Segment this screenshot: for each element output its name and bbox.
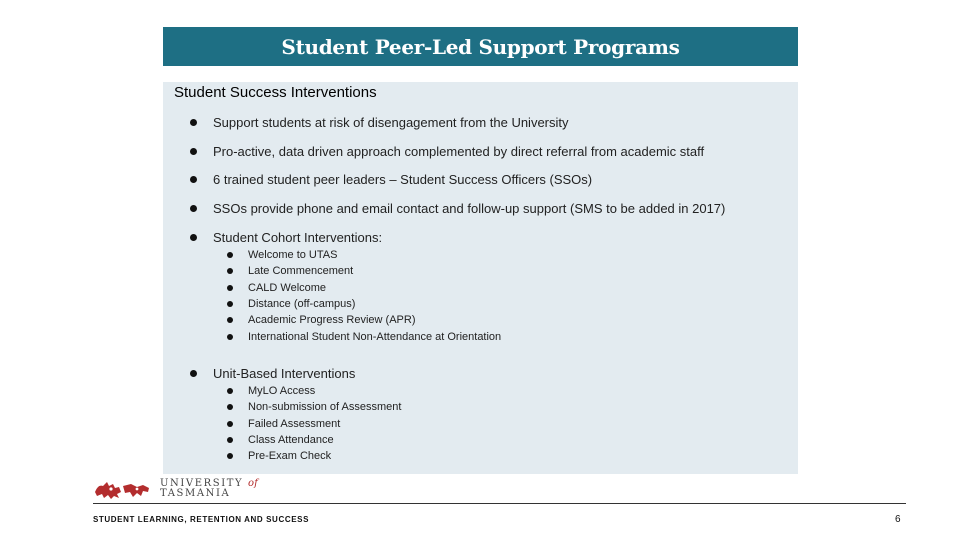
sub-bullet-item (227, 312, 416, 328)
sub-bullet-item (227, 280, 326, 296)
sub-bullet-item (227, 399, 401, 415)
bullet-dot-icon (227, 317, 233, 323)
bullet-dot-icon (190, 205, 197, 212)
sub-bullet-item (227, 383, 315, 399)
bullet-dot-icon (190, 234, 197, 241)
bullet-dot-icon (227, 301, 233, 307)
sub-bullet-text: Failed Assessment (248, 418, 341, 430)
logo-of: of (248, 478, 258, 489)
bullet-item (190, 115, 569, 130)
sub-bullet-text: Class Attendance (248, 434, 334, 446)
sub-bullet-text: Distance (off-campus) (248, 298, 356, 310)
bullet-dot-icon (227, 252, 233, 258)
bullet-dot-icon (227, 285, 233, 291)
bullet-item (190, 230, 382, 245)
sub-bullet-text: Late Commencement (248, 265, 354, 277)
bullet-dot-icon (227, 388, 233, 394)
slide-title: Student Peer-Led Support Programs (281, 34, 680, 59)
sub-bullet-item (227, 432, 334, 448)
section-heading: Student Success Interventions (174, 84, 377, 101)
bullet-text: SSOs provide phone and email contact and follow-up support (SMS to be added in 2017) (213, 201, 726, 216)
slide-title-bar (163, 27, 798, 66)
sub-bullet-text: MyLO Access (248, 385, 316, 397)
bullet-text: 6 trained student peer leaders – Student Success Officers (SSOs) (213, 172, 593, 187)
bullet-item (190, 172, 592, 187)
sub-bullet-item (227, 263, 353, 279)
university-wordmark (160, 479, 258, 499)
sub-bullet-item (227, 247, 337, 263)
bullet-dot-icon (227, 334, 233, 340)
logo-line1: UNIVERSITY (160, 478, 244, 489)
bullet-text: Unit-Based Interventions (213, 366, 356, 381)
sub-bullet-item (227, 416, 340, 432)
bullet-dot-icon (190, 119, 197, 126)
bullet-dot-icon (227, 453, 233, 459)
sub-bullet-item (227, 329, 501, 345)
bullet-text: Student Cohort Interventions: (213, 230, 383, 245)
sub-bullet-text: Welcome to UTAS (248, 249, 338, 261)
bullet-text: Support students at risk of disengagement from the University (213, 115, 569, 130)
footer-text: STUDENT LEARNING, RETENTION AND SUCCESS (93, 515, 310, 524)
bullet-dot-icon (190, 148, 197, 155)
page-number: 6 (895, 514, 901, 525)
sub-bullet-text: International Student Non-Attendance at Orientation (248, 331, 502, 343)
bullet-text: Pro-active, data driven approach complemented by direct referral from academic staff (213, 144, 705, 159)
sub-bullet-item (227, 448, 331, 464)
bullet-dot-icon (190, 176, 197, 183)
bullet-item (190, 201, 725, 216)
sub-bullet-text: Non-submission of Assessment (248, 401, 402, 413)
sub-bullet-text: Academic Progress Review (APR) (248, 314, 416, 326)
bullet-dot-icon (227, 437, 233, 443)
sub-bullet-item (227, 296, 355, 312)
bullet-dot-icon (227, 404, 233, 410)
footer-divider (93, 503, 906, 504)
bullet-dot-icon (227, 421, 233, 427)
sub-bullet-text: Pre-Exam Check (248, 450, 332, 462)
bullet-item (190, 366, 355, 381)
logo-line2: TASMANIA (160, 488, 231, 499)
bullet-dot-icon (227, 268, 233, 274)
sub-bullet-text: CALD Welcome (248, 282, 327, 294)
bullet-dot-icon (190, 370, 197, 377)
bullet-item (190, 144, 704, 159)
